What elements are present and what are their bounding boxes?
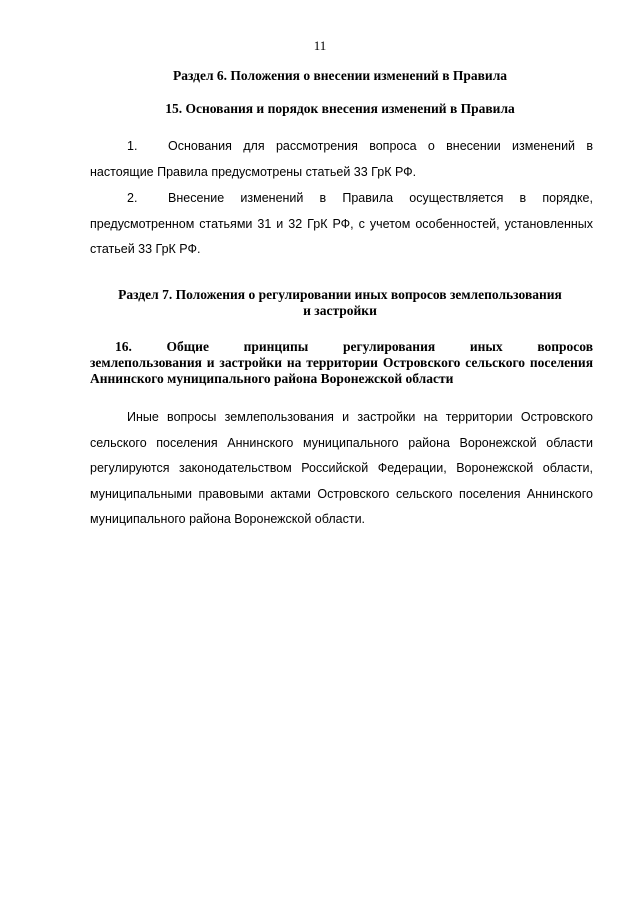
article-15-item-2: [90, 186, 593, 263]
item-number: 2.: [127, 191, 138, 205]
article-15-item-1: [90, 134, 593, 185]
title-word: принципы: [243, 339, 309, 354]
section-6-title: Раздел 6. Положения о внесении изменений в Правила: [172, 68, 508, 83]
title-word: Общие: [166, 339, 209, 354]
article-16-title-first-line: [90, 339, 593, 355]
title-word: 16.: [115, 339, 132, 354]
item-text: Внесение изменений в Правила осуществляется в порядке, предусмотренном статьями 31 и 32 ГрК РФ, с учетом особенностей, установленных статьей 33 ГрК РФ.: [90, 191, 593, 256]
item-text: Основания для рассмотрения вопроса о внесении изменений в настоящие Правила предусмотрены статьей 33 ГрК РФ.: [90, 139, 593, 179]
article-16-title: [90, 339, 593, 387]
item-number: 1.: [127, 139, 138, 153]
section-7-title: [90, 287, 590, 319]
article-15-title: 15. Основания и порядок внесения изменений в Правила: [165, 101, 515, 116]
article-16-title-rest: землепользования и застройки на территории Островского сельского поселения Аннинского муниципального района Воронежской области: [90, 355, 593, 386]
title-word: вопросов: [537, 339, 593, 354]
article-16-body: Иные вопросы землепользования и застройки на территории Островского сельского поселения Аннинского муниципального района Воронежской области регулируются законодательством Российской Федерации, Воронежской области, муниципальными правовыми актами Островского сельского поселения Аннинского муниципального района Воронежской области.: [90, 410, 593, 526]
section-7-title-line-2: и застройки: [303, 303, 377, 318]
title-word: регулирования: [342, 339, 436, 354]
title-word: иных: [469, 339, 503, 354]
section-7-title-line-1: Раздел 7. Положения о регулировании иных вопросов землепользования: [118, 287, 562, 302]
page-number: 11: [313, 38, 327, 53]
